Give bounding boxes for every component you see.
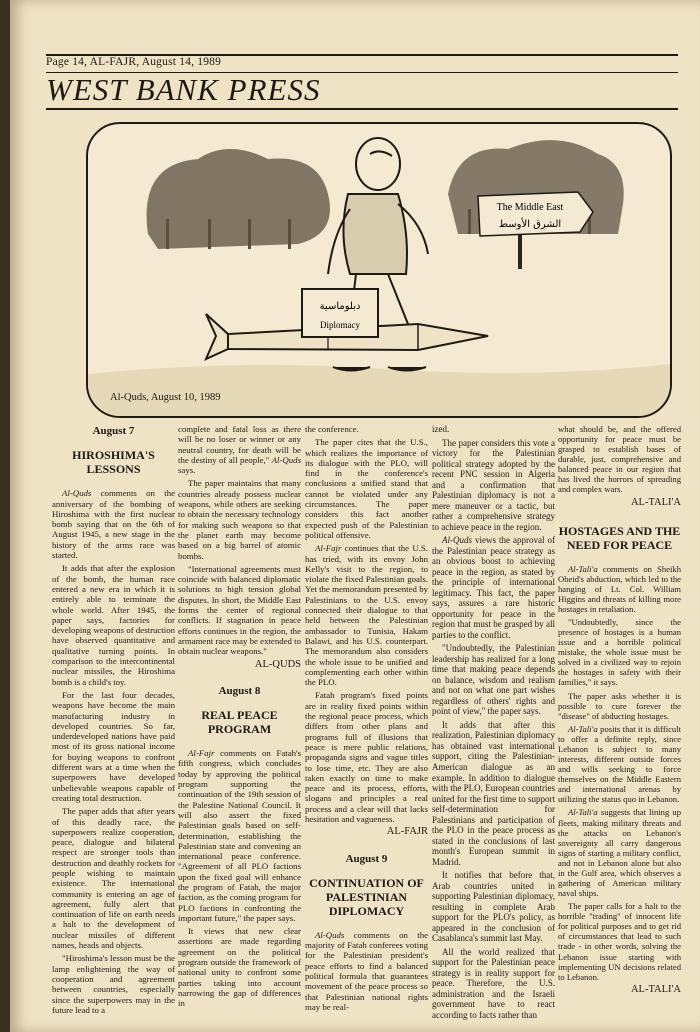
signature-al-talia: AL-TALI'A: [630, 983, 681, 995]
paragraph: "Hiroshima's lesson must be the lamp enlightening the way of cooperation and agreement between countries, especially since the superpowers may in the future lead to a: [52, 953, 175, 1015]
paragraph: For the last four decades, weapons have become the main manufacturing industry in developed countries. So far, underdeveloped nations have paid most of its gross national income for buying weapons to confront different wars at a time when the superpowers have developed unbelievable weapons capable of creating total destruction.: [52, 689, 175, 803]
left-trees: [147, 149, 330, 249]
paragraph-text: comments on Fatah's fifth congress, which concludes today by approving the political program supporting the continuation of the 19th session of the Palestine National Council. It will also assert the fixed Palestinian goals based on self-determination, establishing the Palestinian state and convening an international peace conference. "Agreement of all PLO factions upon the fixed goal will enhance the program of Fatah, the major faction, as the coming program for PLO factions in confronting the important future," the paper says.: [178, 748, 301, 923]
paragraph: ized.: [432, 424, 450, 434]
paragraph-text: suggests that lining up fleets, making military threats and the attacks on Lebanon's sovereignty all carry dangerous signs of starting a military conflict, and not in Lebanon alone but also in the Gulf area, which observes a gathering of American military naval ships.: [558, 807, 681, 899]
paragraph: [558, 807, 681, 898]
source-name: Al-Quds: [315, 929, 345, 940]
paragraph: The paper adds that after years of this deadly race, the superpowers realize cooperation, peace, dialogue and bilateral respect are stronger tools than destruction and deathly rockets for people wishing to maintain existence. The international community is entering an age of agreement, fully alert that continuation of life on earth needs a halt to the development of nuclear missiles of different names, heads and objects.: [52, 806, 175, 951]
page-header-line: Page 14, AL-FAJR, August 14, 1989: [46, 56, 222, 68]
paragraph: The paper asks whether it is possible to cure forever the "disease" of abducting hostages.: [558, 690, 681, 721]
source-name: Al-Fajr: [188, 748, 215, 759]
date-august-9: August 9: [345, 852, 388, 865]
cartoon-drawing: [88, 124, 670, 416]
briefcase-arabic-text: دبلوماسية: [319, 301, 361, 312]
cartoon-credit: Al-Quds, August 10, 1989: [110, 392, 221, 403]
binding-spine: [0, 0, 10, 1032]
paragraph-text: comments on Sheikh Obeid's abduction, which led to the hanging of Lt. Col. William Higgins and threats of killing more hostages in retaliation.: [558, 563, 681, 614]
heading-hiroshimas-lessons: HIROSHIMA'S LESSONS: [72, 448, 155, 477]
paragraph: The paper considers this vote a victory for the Palestinian political strategy adopted by the recent PNC session in Algeria and a confirmation that Palestinian diplomacy is not a mere maneuver or a tactic, but rather a comprehensive strategy to achieve peace in the region.: [432, 437, 555, 532]
source-name: Al-Quds: [271, 454, 301, 465]
paragraph-text: views the approval of the Palestinian peace strategy as an obvious boost to achieving peace in the region, as stated by the principle of international legitimacy. This fact, the paper says, assures a rare historic opportunity for peace in the region that must be grasped by all parties to the conflict.: [432, 535, 556, 640]
heading-continuation-of-palestinian-diplomacy: CONTINUATION OF PALESTINIAN DIPLOMACY: [309, 875, 424, 918]
paragraph: the conference.: [305, 424, 359, 434]
source-name: Al-Tali'a: [568, 563, 598, 574]
column-4: [432, 424, 555, 1023]
paragraph: The paper calls for a halt to the horrible "trading" of innocent life for political purposes and to get rid of circumstances that lead to such trade - in other words, solving the Lebanon issue starting with implementing UN decisions related to Lebanon.: [558, 901, 681, 982]
paragraph: [305, 543, 428, 687]
paragraph: [432, 535, 555, 640]
date-august-7: August 7: [92, 425, 135, 437]
source-name: Al-Fajr: [315, 543, 342, 554]
paragraph: It views that new clear assertions are made regarding agreement on the political program outside the framework of national unity to confront some parties taking into account narrowing the gap of differences in: [178, 926, 301, 1009]
ground: [88, 364, 670, 416]
paragraph-text: posits that it is difficult to offer a definite reply, since Lebanon is subject to many interests, different outside forces and wills seeking to force themselves on the Middle Eastern and international arenas by utilizing the status quo in Lebanon.: [558, 723, 681, 805]
signature-al-fajr: AL-FAJR: [386, 826, 428, 838]
paragraph-text: continues that the U.S. has tried, with its envoy John Kelly's visit to the region, to violate the fixed Palestinian goals. Yet the memorandum presented by Palestinians to the U.S. envoy connected their dialogue to that held between the Palestinian ambassador to Tunisia, Hakam Balawi, and his U.S. counterpart. The memorandum also considers the whole issue to be unified and complementing each other within the PLO.: [305, 543, 428, 688]
paragraph: The paper cites that the U.S., which realizes the importance of its dialogue with the PLO, will find in the conference's conclusions a unified stand that cannot be violated under any circumstances. The paper considers this fact another expected push of the Palestinian political offensive.: [305, 437, 428, 540]
briefcase-english-text: Diplomacy: [320, 320, 360, 330]
paragraph: [178, 748, 301, 923]
heading-real-peace-program: REAL PEACE PROGRAM: [201, 708, 278, 737]
paragraph-text: comments on the majority of Fatah conferees voting for the Palestinian president's peace efforts to find a balanced political formula that guarantees movement of the peace process so that Palestinian national rights may be real-: [305, 929, 428, 1012]
paragraph: Fatah program's fixed points are in reality fixed points within the regional peace process, which differs from other plans and programs full of illusions that peace is mere public relations, propaganda signs and vague titles to lose time, etc. They are also taken exactly on time to make peace and its process, efforts, slogans and principles a real process and a clear will that lacks hesitation and vagueness.: [305, 690, 428, 824]
paragraph: "International agreements must coincide with balanced diplomatic solutions to high tension global disputes. In short, the Middle East forms the center of regional conflicts. If stagnation in peace efforts continues in the region, the armament race may be extended to obtain nuclear weapons.": [178, 563, 301, 657]
paragraph: All the world realized that support for the Palestinian peace strategy is in reality support for peace. Therefore, the U.S. administration and the Israeli government have to react according to facts rather than: [432, 946, 555, 1020]
source-name: Al-Quds: [62, 488, 92, 499]
source-name: Al-Quds: [442, 535, 472, 546]
paragraph-text: complete and fatal loss as there will be no loser or winner or any neutral country, for death will be the destiny of all people,": [178, 424, 301, 465]
heading-hostages-and-the-need-for-peace: HOSTAGES AND THE NEED FOR PEACE: [558, 523, 681, 552]
paragraph-text: says.: [178, 465, 196, 476]
column-2: [178, 424, 301, 1012]
date-august-8: August 8: [218, 684, 261, 697]
paragraph: [558, 724, 681, 805]
paragraph: It adds that after the explosion of the bomb, the human race entered a new era in which it is entirely able to terminate the whole world. After 1945, the paper says, factories for developing weapons of destruction have observed quantitative and qualitative turning points. In comparison to the intercontinental nuclear missiles, the Hiroshima bomb is a child's toy.: [52, 563, 175, 687]
paragraph: [178, 424, 301, 475]
section-title: WEST BANK PRESS: [46, 72, 321, 107]
signature-al-quds: AL-TALI'A: [630, 496, 681, 508]
paragraph: The paper maintains that many countries already possess nuclear weapons, while others are seeking to obtain the necessary technology for making such weapons so that the planet earth may become based on a big barrel of atomic bombs.: [178, 478, 301, 561]
paragraph: [52, 488, 175, 560]
source-name: Al-Tali'a: [568, 807, 598, 818]
sign-english-text: The Middle East: [496, 202, 564, 213]
paragraph: "Undoubtedly, since the presence of hostages is a human issue and a horrible political mistake, the whole issue must be solved in a civilized way to rejoin the hostages in safety with their families," it says.: [558, 617, 681, 688]
paragraph: "Undoubtedly, the Palestinian leadership has realized for a long time that making peace depends on balance, wisdom and realism and not on what one part wishes regardless of others' rights and point of view," the paper says.: [432, 643, 555, 717]
political-cartoon: [86, 122, 672, 418]
column-5: [558, 424, 681, 1011]
column-3: [305, 424, 428, 1015]
source-name: Al-Tali'a: [568, 723, 598, 734]
paragraph: It adds that after this realization, Palestinian diplomacy has obtained vast international support, citing the Palestinian-American dialogue as an example. In addition to dialogue with the PLO, European countries united for the first time to support self-determination for Palestinians and participation of the PLO in the peace process as stated in the conclusions of last month's European summit in Madrid.: [432, 719, 555, 867]
signature-al-quds: AL-QUDS: [254, 658, 301, 670]
paragraph: what should be, and the offered opportunity for peace must be grasped to establish bases of durable, just, comprehensive and balanced peace in our region that has lived the horrors of spreading and complex wars.: [558, 424, 681, 495]
paragraph: [305, 930, 428, 1012]
paragraph: [558, 564, 681, 614]
section-rule: [46, 108, 678, 110]
column-1: [52, 424, 175, 1018]
paragraph-text: comments on the anniversary of the bombing of Hiroshima with the first nuclear bomb saying that on the 6th of August 1945, a new stage in the history of the arms race was started.: [52, 488, 175, 561]
paragraph: It notifies that before that, Arab countries united in supporting Palestinian diplomacy, resulting in complete Arab support for the PLO's policy, as appeared in the conclusion of Casablanca's summit last May.: [432, 870, 555, 944]
sign-arabic-text: الشرق الأوسط: [498, 219, 562, 230]
